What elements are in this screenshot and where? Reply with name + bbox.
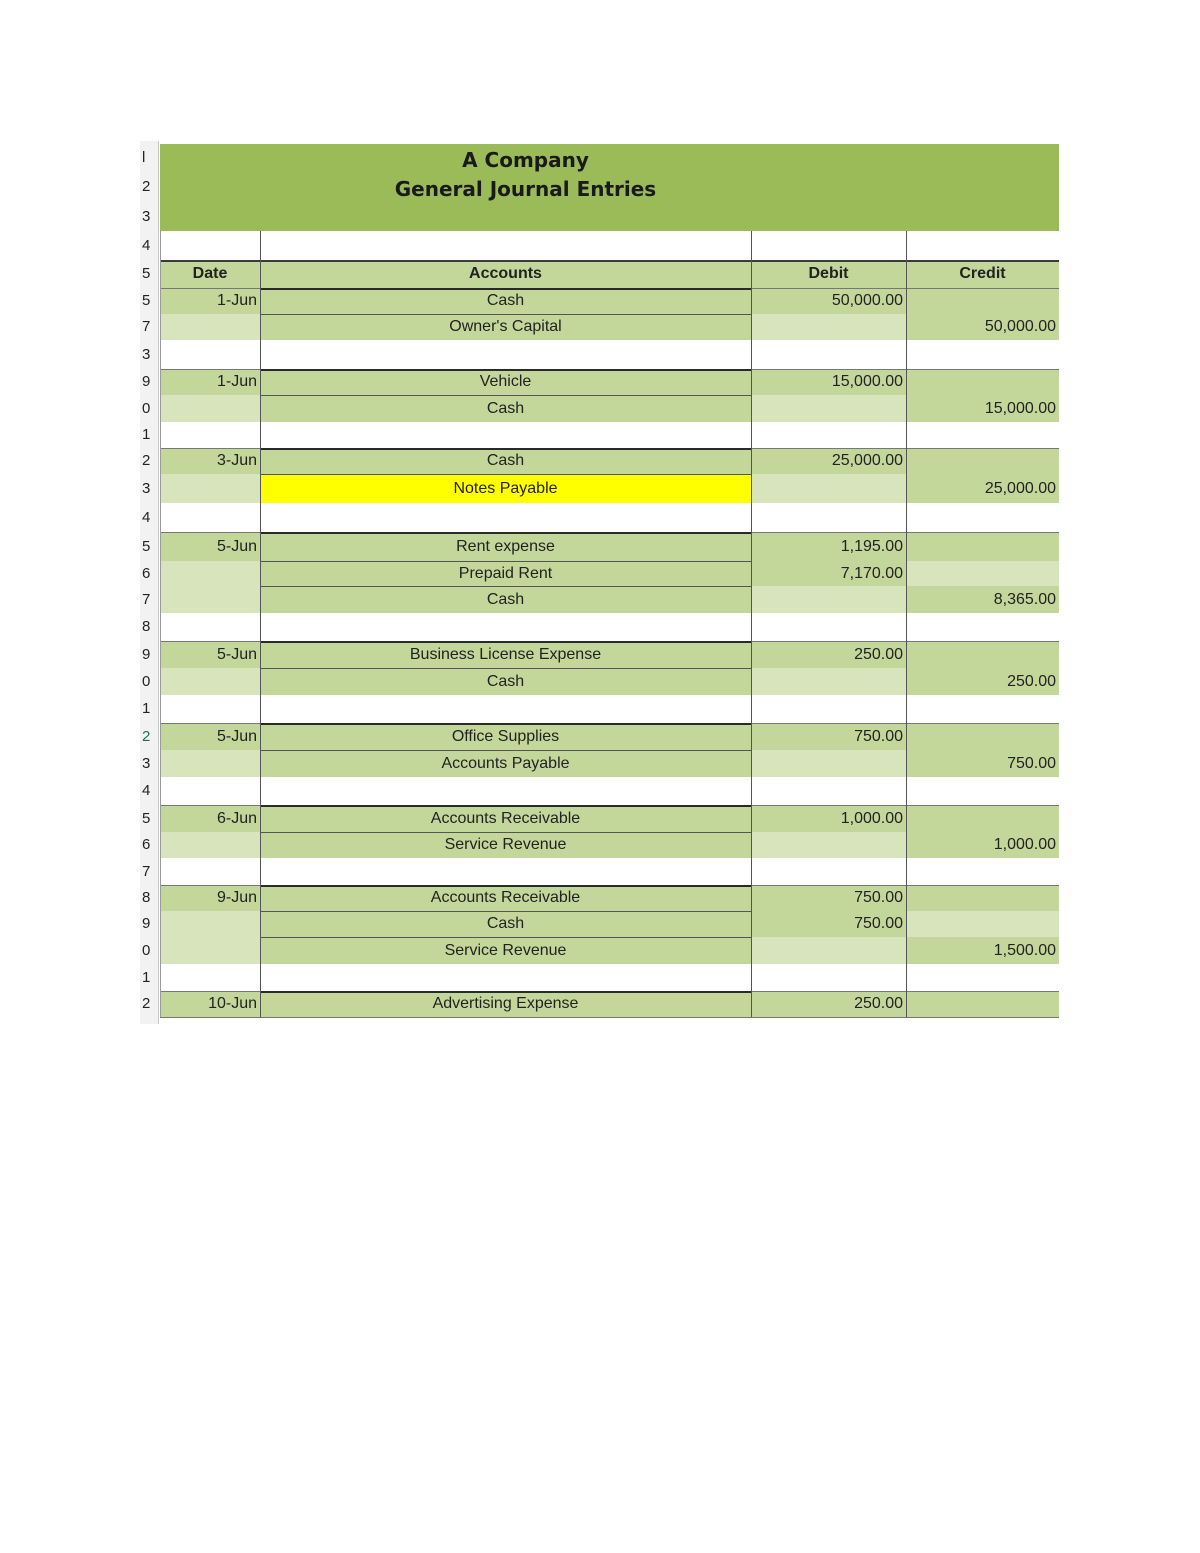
empty-cell[interactable] <box>751 422 906 448</box>
credit-cell[interactable]: 1,000.00 <box>906 832 1059 858</box>
debit-cell[interactable]: 250.00 <box>751 641 906 668</box>
empty-cell[interactable] <box>160 777 260 805</box>
cell-border <box>160 1017 1059 1018</box>
row-number[interactable]: 7 <box>142 862 151 880</box>
credit-header[interactable]: Credit <box>906 260 1059 288</box>
empty-cell[interactable] <box>260 340 751 369</box>
date-cell[interactable] <box>160 750 260 777</box>
title-band <box>160 144 1059 232</box>
row-number[interactable]: 0 <box>142 941 151 959</box>
date-cell[interactable] <box>160 474 260 503</box>
cell-border <box>260 668 751 669</box>
account-cell[interactable]: Rent expense <box>260 532 751 561</box>
account-cell[interactable]: Cash <box>260 448 751 474</box>
row-number[interactable]: 2 <box>142 177 151 195</box>
debit-cell[interactable]: 1,000.00 <box>751 805 906 832</box>
debit-cell[interactable]: 250.00 <box>751 991 906 1017</box>
account-cell[interactable]: Cash <box>260 288 751 314</box>
date-cell[interactable] <box>160 937 260 964</box>
row-number[interactable]: 8 <box>142 618 151 635</box>
cell-border <box>260 231 261 1017</box>
credit-cell[interactable] <box>906 448 1059 474</box>
empty-cell[interactable] <box>906 777 1059 805</box>
cell-border <box>260 641 751 643</box>
date-cell[interactable] <box>160 561 260 586</box>
date-cell[interactable]: 5-Jun <box>160 641 260 668</box>
account-cell[interactable]: Notes Payable <box>260 474 751 503</box>
empty-cell[interactable] <box>906 613 1059 641</box>
account-cell[interactable]: Owner's Capital <box>260 314 751 340</box>
empty-cell[interactable] <box>906 340 1059 369</box>
empty-cell[interactable] <box>160 503 260 532</box>
row-number[interactable]: 1 <box>142 968 151 986</box>
row-number[interactable]: 4 <box>142 782 151 799</box>
account-cell[interactable]: Cash <box>260 911 751 937</box>
credit-cell[interactable] <box>906 641 1059 668</box>
row-number[interactable]: 4 <box>142 508 151 526</box>
credit-cell[interactable] <box>906 805 1059 832</box>
date-cell[interactable]: 9-Jun <box>160 885 260 911</box>
cell-border <box>260 448 751 450</box>
empty-cell[interactable] <box>751 340 906 369</box>
cell-border <box>160 231 161 1017</box>
row-number[interactable]: 6 <box>142 836 151 853</box>
empty-cell[interactable] <box>906 422 1059 448</box>
empty-cell[interactable] <box>751 964 906 991</box>
row-number[interactable]: 9 <box>142 645 151 663</box>
row-number[interactable]: 2 <box>142 452 151 469</box>
debit-cell[interactable]: 750.00 <box>751 911 906 937</box>
date-cell[interactable]: 1-Jun <box>160 369 260 395</box>
empty-cell[interactable] <box>906 964 1059 991</box>
empty-cell[interactable] <box>160 858 260 885</box>
date-cell[interactable]: 5-Jun <box>160 532 260 561</box>
account-cell[interactable]: Accounts Receivable <box>260 885 751 911</box>
date-cell[interactable]: 10-Jun <box>160 991 260 1017</box>
credit-cell[interactable] <box>906 532 1059 561</box>
debit-cell[interactable]: 750.00 <box>751 885 906 911</box>
credit-cell[interactable] <box>906 885 1059 911</box>
empty-cell[interactable] <box>906 231 1059 260</box>
debit-cell[interactable] <box>751 395 906 422</box>
debit-cell[interactable] <box>751 937 906 964</box>
credit-cell[interactable] <box>906 369 1059 395</box>
row-number[interactable]: 9 <box>142 915 151 932</box>
debit-header[interactable]: Debit <box>751 260 906 288</box>
empty-cell[interactable] <box>160 964 260 991</box>
cell-border <box>260 937 751 938</box>
cell-border <box>260 395 751 396</box>
cell-border <box>260 288 751 290</box>
empty-cell[interactable] <box>160 422 260 448</box>
debit-cell[interactable] <box>751 314 906 340</box>
cell-border <box>260 561 751 562</box>
debit-cell[interactable]: 750.00 <box>751 723 906 750</box>
credit-cell[interactable]: 15,000.00 <box>906 395 1059 422</box>
credit-cell[interactable]: 8,365.00 <box>906 586 1059 613</box>
credit-cell[interactable] <box>906 991 1059 1017</box>
row-number[interactable]: 2 <box>142 995 151 1012</box>
empty-cell[interactable] <box>260 858 751 885</box>
cell-border <box>260 832 751 833</box>
empty-cell[interactable] <box>260 777 751 805</box>
account-cell[interactable]: Vehicle <box>260 369 751 395</box>
credit-cell[interactable] <box>906 561 1059 586</box>
account-cell[interactable]: Accounts Receivable <box>260 805 751 832</box>
empty-cell[interactable] <box>751 231 906 260</box>
empty-cell[interactable] <box>260 503 751 532</box>
row-number[interactable]: 4 <box>142 236 151 254</box>
cell-border <box>260 723 751 725</box>
credit-cell[interactable]: 50,000.00 <box>906 314 1059 340</box>
account-cell[interactable]: Cash <box>260 668 751 695</box>
empty-cell[interactable] <box>260 613 751 641</box>
empty-cell[interactable] <box>751 695 906 723</box>
row-number[interactable]: 7 <box>142 318 151 335</box>
date-cell[interactable] <box>160 832 260 858</box>
row-number[interactable]: 3 <box>142 207 151 225</box>
row-headers <box>140 141 159 1024</box>
date-cell[interactable]: 3-Jun <box>160 448 260 474</box>
row-number[interactable]: 0 <box>142 399 151 417</box>
credit-cell[interactable] <box>906 911 1059 937</box>
account-cell[interactable]: Cash <box>260 395 751 422</box>
empty-cell[interactable] <box>906 503 1059 532</box>
cell-border <box>160 260 1059 262</box>
date-header[interactable]: Date <box>160 260 260 288</box>
account-cell[interactable]: Office Supplies <box>260 723 751 750</box>
row-number[interactable]: 3 <box>142 479 151 497</box>
cell-border <box>260 750 751 751</box>
account-cell[interactable]: Business License Expense <box>260 641 751 668</box>
cell-border <box>906 231 907 1017</box>
row-number[interactable]: 3 <box>142 754 151 772</box>
credit-cell[interactable]: 25,000.00 <box>906 474 1059 503</box>
debit-cell[interactable]: 15,000.00 <box>751 369 906 395</box>
date-cell[interactable]: 1-Jun <box>160 288 260 314</box>
date-cell[interactable] <box>160 395 260 422</box>
row-number[interactable]: 2 <box>142 727 151 745</box>
row-number[interactable]: 6 <box>142 564 151 582</box>
row-number[interactable]: 7 <box>142 590 151 608</box>
empty-cell[interactable] <box>160 613 260 641</box>
row-number[interactable]: 1 <box>142 426 151 443</box>
empty-cell[interactable] <box>260 231 751 260</box>
cell-border <box>751 231 752 1017</box>
debit-cell[interactable] <box>751 750 906 777</box>
row-number[interactable]: 5 <box>142 809 151 827</box>
account-cell[interactable]: Service Revenue <box>260 832 751 858</box>
date-cell[interactable] <box>160 668 260 695</box>
cell-border <box>260 474 751 475</box>
credit-cell[interactable]: 250.00 <box>906 668 1059 695</box>
account-cell[interactable]: Cash <box>260 586 751 613</box>
empty-cell[interactable] <box>260 695 751 723</box>
cell-border <box>260 314 751 315</box>
credit-cell[interactable] <box>906 288 1059 314</box>
row-number[interactable]: 5 <box>142 265 151 282</box>
account-cell[interactable]: Advertising Expense <box>260 991 751 1017</box>
row-number[interactable]: 8 <box>142 889 151 906</box>
date-cell[interactable]: 5-Jun <box>160 723 260 750</box>
cell-border <box>260 885 751 887</box>
debit-cell[interactable]: 7,170.00 <box>751 561 906 586</box>
cell-border <box>260 805 751 807</box>
cell-border <box>260 911 751 912</box>
debit-cell[interactable]: 1,195.00 <box>751 532 906 561</box>
row-number[interactable]: 5 <box>142 292 151 309</box>
row-number[interactable]: 9 <box>142 373 151 390</box>
journal-title: General Journal Entries <box>394 177 657 201</box>
credit-cell[interactable]: 750.00 <box>906 750 1059 777</box>
date-cell[interactable]: 6-Jun <box>160 805 260 832</box>
debit-cell[interactable]: 25,000.00 <box>751 448 906 474</box>
cell-border <box>260 991 751 993</box>
date-cell[interactable] <box>160 314 260 340</box>
empty-cell[interactable] <box>260 422 751 448</box>
empty-cell[interactable] <box>906 695 1059 723</box>
account-cell[interactable]: Accounts Payable <box>260 750 751 777</box>
accounts-header[interactable]: Accounts <box>260 260 751 288</box>
date-cell[interactable] <box>160 586 260 613</box>
row-number[interactable]: 1 <box>142 700 151 717</box>
account-cell[interactable]: Service Revenue <box>260 937 751 964</box>
empty-cell[interactable] <box>160 695 260 723</box>
cell-border <box>260 369 751 371</box>
empty-cell[interactable] <box>160 340 260 369</box>
spreadsheet <box>140 141 1059 1024</box>
empty-cell[interactable] <box>751 503 906 532</box>
row-number[interactable]: 3 <box>142 345 151 363</box>
empty-cell[interactable] <box>260 964 751 991</box>
row-number[interactable]: 5 <box>142 537 151 555</box>
empty-cell[interactable] <box>160 231 260 260</box>
empty-cell[interactable] <box>751 858 906 885</box>
company-title: A Company <box>462 148 589 172</box>
date-cell[interactable] <box>160 911 260 937</box>
empty-cell[interactable] <box>751 613 906 641</box>
debit-cell[interactable]: 50,000.00 <box>751 288 906 314</box>
credit-cell[interactable]: 1,500.00 <box>906 937 1059 964</box>
empty-cell[interactable] <box>906 858 1059 885</box>
row-number[interactable]: 0 <box>142 672 151 690</box>
debit-cell[interactable] <box>751 832 906 858</box>
row-number[interactable]: l <box>142 148 146 166</box>
cell-border <box>260 532 751 534</box>
debit-cell[interactable] <box>751 586 906 613</box>
account-cell[interactable]: Prepaid Rent <box>260 561 751 586</box>
debit-cell[interactable] <box>751 668 906 695</box>
credit-cell[interactable] <box>906 723 1059 750</box>
debit-cell[interactable] <box>751 474 906 503</box>
cell-border <box>260 586 751 587</box>
empty-cell[interactable] <box>751 777 906 805</box>
